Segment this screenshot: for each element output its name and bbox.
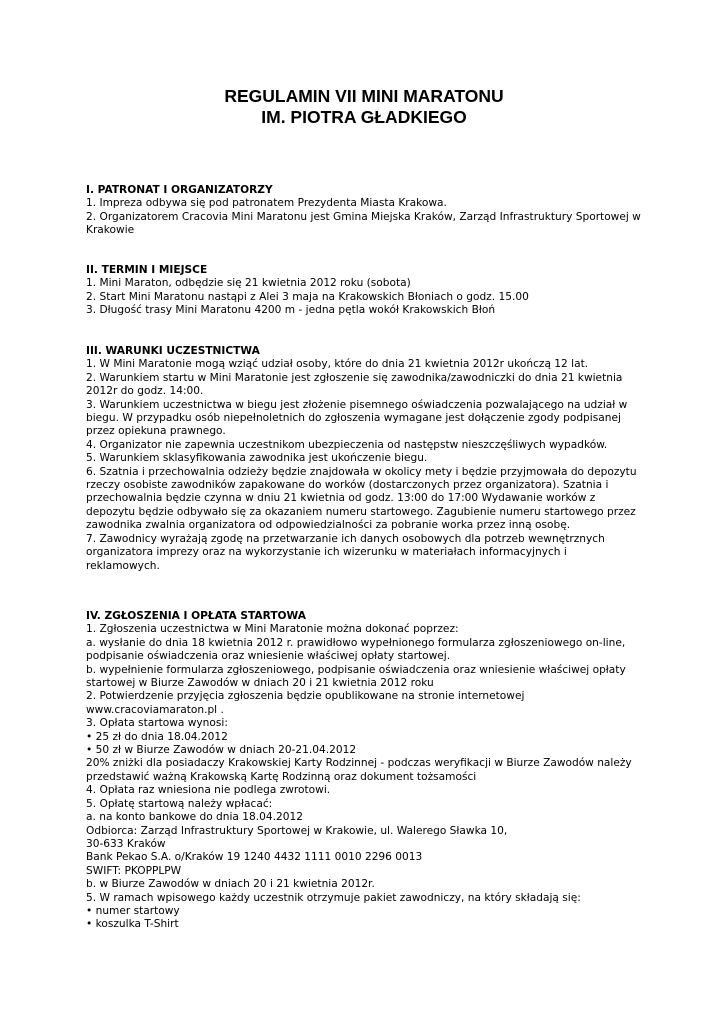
title-line-1: REGULAMIN VII MINI MARATONU [224, 86, 504, 106]
section-termin [86, 264, 642, 318]
paragraph: 2. Warunkiem startu w Mini Maratonie jest zgłoszenie się zawodnika/zawodniczki do dnia 21 kwietnia 2012r do godz. 14:00. [86, 371, 623, 398]
paragraph: a. na konto bankowe do dnia 18.04.2012 [86, 811, 303, 824]
paragraph: 30-633 Kraków [86, 837, 166, 850]
paragraph: 2. Organizatorem Cracovia Mini Maratonu jest Gmina Miejska Kraków, Zarząd Infrastruktury Sportowej w Krakowie [86, 210, 641, 237]
paragraph: 20% zniżki dla posiadaczy Krakowskiej Karty Rodzinnej - podczas weryfikacji w Biurze Zawodów należy przedstawić ważną Krakowską Kartę Rodzinną oraz dokument tożsamości [86, 757, 632, 783]
list-item: • 25 zł do dnia 18.04.2012 [86, 730, 228, 743]
paragraph: 1. Impreza odbywa się pod patronatem Prezydenta Miasta Krakowa. [86, 197, 447, 210]
list-item: • 50 zł w Biurze Zawodów w dniach 20-21.04.2012 [86, 744, 357, 757]
paragraph: b. wypełnienie formularza zgłoszeniowego, podpisanie oświadczenia oraz wniesienie właściwej opłaty startowej w Biurze Zawodów w dniach 20 i 21 kwietnia 2012 roku [86, 663, 626, 690]
document-title [86, 86, 642, 128]
title-line-2: IM. PIOTRA GŁADKIEGO [261, 107, 467, 127]
paragraph: 1. W Mini Maratonie mogą wziąć udział osoby, które do dnia 21 kwietnia 2012r ukończą 12 lat. [86, 358, 589, 371]
section-heading: III. WARUNKI UCZESTNICTWA [86, 345, 260, 357]
paragraph: 1. Mini Maraton, odbędzie się 21 kwietnia 2012 roku (sobota) [86, 277, 411, 290]
section-warunki [86, 345, 642, 573]
list-item: • koszulka T-Shirt [86, 918, 179, 931]
paragraph: b. w Biurze Zawodów w dniach 20 i 21 kwietnia 2012r. [86, 878, 375, 891]
paragraph: 5. W ramach wpisowego każdy uczestnik otrzymuje pakiet zawodniczy, na który składają się: [86, 891, 581, 904]
section-zgloszenia [86, 610, 642, 932]
section-heading: IV. ZGŁOSZENIA I OPŁATA STARTOWA [86, 610, 306, 622]
paragraph: 3. Warunkiem uczestnictwa w biegu jest złożenie pisemnego oświadczenia pozwalającego na udział w biegu. W przypadku osób niepełnoletnich do zgłoszenia wymagane jest dołączenie zgody podpisanej przez opiekuna prawnego. [86, 398, 628, 438]
list-item: • numer startowy [86, 904, 180, 917]
section-heading: I. PATRONAT I ORGANIZATORZY [86, 184, 273, 196]
paragraph: a. wysłanie do dnia 18 kwietnia 2012 r. prawidłowo wypełnionego formularza zgłoszeniowego on-line, podpisanie oświadczenia oraz wniesienie właściwej opłaty startowej. [86, 636, 626, 663]
paragraph: Odbiorca: Zarząd Infrastruktury Sportowej w Krakowie, ul. Walerego Sławka 10, [86, 824, 508, 837]
section-heading: II. TERMIN I MIEJSCE [86, 264, 208, 276]
paragraph: 6. Szatnia i przechowalnia odzieży będzie znajdowała w okolicy mety i będzie przyjmowała do depozytu rzeczy osobiste zawodników zapakowane do worków (dostarczonych przez organizatora). Szatnia i przechowalnia będzie czynna w dniu 21 kwietnia od godz. 13:00 do 17:00 Wydawanie worków z depozytu będzie odbywało się za okazaniem numeru startowego. Zagubienie numeru startowego przez zawodnika zwalnia organizatora od odpowiedzialności za pobranie worka przez inną osobę. [86, 465, 637, 532]
paragraph: 5. Warunkiem sklasyfikowania zawodnika jest ukończenie biegu. [86, 452, 428, 465]
section-patronat [86, 184, 642, 238]
paragraph: 2. Start Mini Maratonu nastąpi z Alei 3 maja na Krakowskich Błoniach o godz. 15.00 [86, 290, 529, 303]
paragraph: 1. Zgłoszenia uczestnictwa w Mini Maratonie można dokonać poprzez: [86, 623, 459, 636]
swift-code: SWIFT: PKOPPLPW [86, 864, 182, 877]
bank-account: Bank Pekao S.A. o/Kraków 19 1240 4432 1111 0010 2296 0013 [86, 851, 423, 864]
paragraph: 5. Opłatę startową należy wpłacać: [86, 797, 273, 810]
paragraph: 3. Długość trasy Mini Maratonu 4200 m - jedna pętla wokół Krakowskich Błoń [86, 304, 496, 317]
paragraph: 7. Zawodnicy wyrażają zgodę na przetwarzanie ich danych osobowych dla potrzeb wewnętrznych organizatora imprezy oraz na wykorzystanie ich wizerunku w materiałach informacyjnych i reklamowych. [86, 532, 605, 572]
paragraph: 4. Organizator nie zapewnia uczestnikom ubezpieczenia od następstw nieszczęśliwych wypadków. [86, 438, 608, 451]
paragraph: 2. Potwierdzenie przyjęcia zgłoszenia będzie opublikowane na stronie internetowej www.cracoviamaraton.pl . [86, 690, 525, 716]
paragraph: 4. Opłata raz wniesiona nie podlega zwrotowi. [86, 784, 331, 797]
paragraph: 3. Opłata startowa wynosi: [86, 717, 228, 730]
